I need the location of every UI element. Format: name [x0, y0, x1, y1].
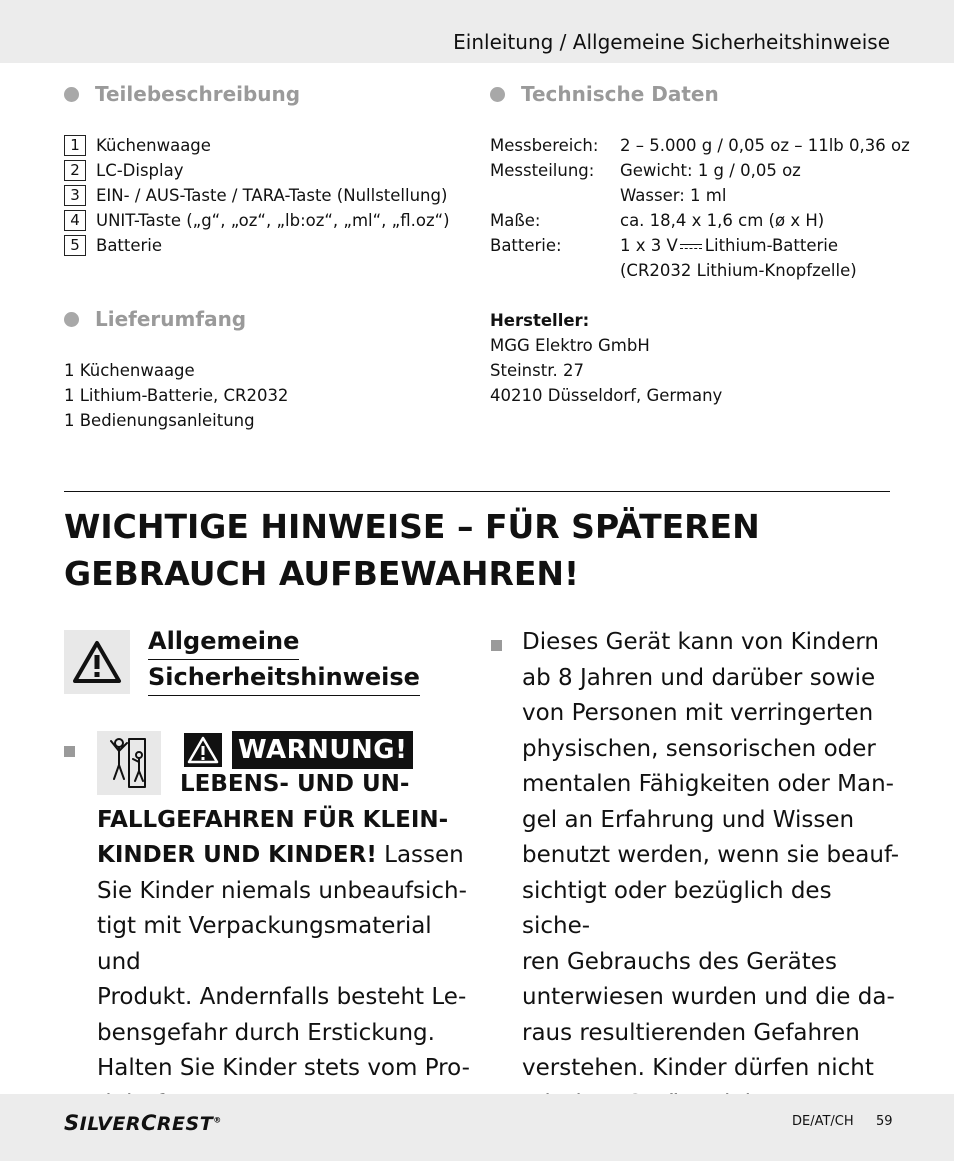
list-item	[64, 183, 450, 208]
warning-paragraph	[97, 767, 477, 1122]
bullet-square-icon	[64, 746, 75, 757]
paragraph-line: ren Gebrauchs des Gerätes	[522, 948, 837, 975]
bullet-dot-icon	[64, 87, 79, 102]
paragraph-line: sichtigt oder bezüglich des siche-	[522, 877, 832, 939]
parts-heading	[64, 82, 300, 106]
tech-heading-text: Technische Daten	[521, 82, 719, 106]
warning-text-line: Halten Sie Kinder stets vom Pro-	[97, 1055, 470, 1081]
paragraph-line: Dieses Gerät kann von Kindern	[522, 629, 880, 655]
paragraph-line: verstehen. Kinder dürfen nicht	[522, 1055, 874, 1081]
page-number: 59	[876, 1114, 893, 1129]
part-number: 1	[64, 135, 86, 156]
warning-badge: WARNUNG!	[232, 731, 413, 769]
table-row	[490, 233, 910, 258]
paragraph-line: benutzt werden, wenn sie beauf-	[522, 842, 900, 868]
parts-list	[64, 133, 450, 258]
tech-label: Maße:	[490, 211, 541, 230]
part-label: Küchenwaage	[96, 136, 211, 155]
bullet-dot-icon	[490, 87, 505, 102]
scope-list	[64, 358, 288, 433]
warning-text-line: tigt mit Verpackungsmaterial und	[97, 913, 432, 975]
table-row	[490, 183, 910, 208]
tech-label: Messbereich:	[490, 136, 599, 155]
footer-language: DE/AT/CH	[792, 1114, 854, 1129]
tech-value: 2 – 5.000 g / 0,05 oz – 11lb 0,36 oz	[620, 136, 910, 155]
tech-value: Gewicht: 1 g / 0,05 oz	[620, 161, 801, 180]
list-item	[64, 233, 450, 258]
general-safety-heading	[148, 624, 420, 696]
manufacturer-line: 40210 Düsseldorf, Germany	[490, 386, 723, 405]
dc-current-icon	[680, 242, 702, 252]
main-title-line: GEBRAUCH AUFBEWAHREN!	[64, 554, 580, 593]
bullet-square-icon	[491, 640, 502, 651]
footer-bar	[0, 1094, 954, 1161]
manufacturer-block	[490, 308, 722, 408]
part-label: LC-Display	[96, 161, 184, 180]
tech-value-battery: Lithium-Batterie	[704, 236, 839, 255]
paragraph-line: physischen, sensorischen oder	[522, 735, 876, 762]
table-row	[490, 258, 910, 283]
table-row	[490, 133, 910, 158]
warning-text-line: Sie Kinder niemals unbeaufsich-	[97, 877, 467, 904]
table-row	[490, 158, 910, 183]
general-safety-heading-line: Allgemeine	[148, 624, 299, 660]
warning-text-line: bensgefahr durch Erstickung.	[97, 1019, 435, 1046]
tech-value: Wasser: 1 ml	[620, 186, 727, 205]
part-label: EIN- / AUS-Taste / TARA-Taste (Nullstellung)	[96, 186, 448, 205]
tech-label: Messteilung:	[490, 161, 595, 180]
warning-bold-text: KINDER UND KINDER!	[97, 842, 377, 868]
main-title	[64, 503, 894, 597]
header-bar	[0, 0, 954, 63]
warning-bold-text: FALLGEFAHREN FÜR KLEIN-	[97, 806, 449, 833]
tech-value-voltage: 1 x 3 V	[620, 236, 678, 255]
table-row	[490, 208, 910, 233]
list-item: 1 Küchenwaage	[64, 361, 195, 380]
parts-heading-text: Teilebeschreibung	[95, 82, 301, 106]
manufacturer-line: Steinstr. 27	[490, 361, 584, 380]
tech-label: Batterie:	[490, 236, 562, 255]
paragraph-line: raus resultierenden Gefahren	[522, 1019, 860, 1046]
part-label: UNIT-Taste („g“, „oz“, „lb:oz“, „ml“, „fl.oz“)	[96, 211, 450, 230]
main-title-line: WICHTIGE HINWEISE – FÜR SPÄTEREN	[64, 507, 760, 546]
paragraph-line: mentalen Fähigkeiten oder Man-	[522, 771, 894, 797]
warning-text-line: Produkt. Andernfalls besteht Le-	[97, 984, 467, 1010]
paragraph-line: unterwiesen wurden und die da-	[522, 984, 895, 1010]
paragraph-line: gel an Erfahrung und Wissen	[522, 806, 855, 833]
list-item: 1 Bedienungsanleitung	[64, 411, 255, 430]
tech-value: (CR2032 Lithium-Knopfzelle)	[620, 261, 857, 280]
tech-label	[490, 183, 620, 208]
paragraph-line: von Personen mit verringerten	[522, 700, 874, 726]
part-number: 4	[64, 210, 86, 231]
part-number: 3	[64, 185, 86, 206]
scope-heading-text: Lieferumfang	[95, 307, 247, 331]
tech-value: ca. 18,4 x 1,6 cm (ø x H)	[620, 211, 825, 230]
general-safety-heading-line: Sicherheitshinweise	[148, 660, 420, 696]
section-divider	[64, 491, 890, 492]
tech-label	[490, 258, 620, 283]
part-number: 2	[64, 160, 86, 181]
manufacturer-heading: Hersteller:	[490, 311, 590, 330]
bullet-dot-icon	[64, 312, 79, 327]
part-label: Batterie	[96, 236, 163, 255]
warning-triangle-icon	[64, 630, 130, 694]
list-item	[64, 158, 450, 183]
tech-table	[490, 133, 910, 283]
scope-heading	[64, 307, 246, 331]
list-item	[64, 208, 450, 233]
paragraph-line: ab 8 Jahren und darüber sowie	[522, 664, 876, 691]
warning-triangle-icon	[184, 733, 222, 767]
tech-value	[620, 233, 838, 258]
manufacturer-line: MGG Elektro GmbH	[490, 336, 650, 355]
list-item: 1 Lithium-Batterie, CR2032	[64, 386, 289, 405]
warning-bold-text: LEBENS- UND UN-	[180, 771, 410, 797]
warning-text: Lassen	[376, 842, 464, 868]
brand-logo: SILVERCREST®	[64, 1111, 222, 1135]
tech-heading	[490, 82, 719, 106]
page-header-title: Einleitung / Allgemeine Sicherheitshinweise	[453, 30, 890, 54]
part-number: 5	[64, 235, 86, 256]
safety-paragraph	[522, 625, 902, 1158]
list-item	[64, 133, 450, 158]
